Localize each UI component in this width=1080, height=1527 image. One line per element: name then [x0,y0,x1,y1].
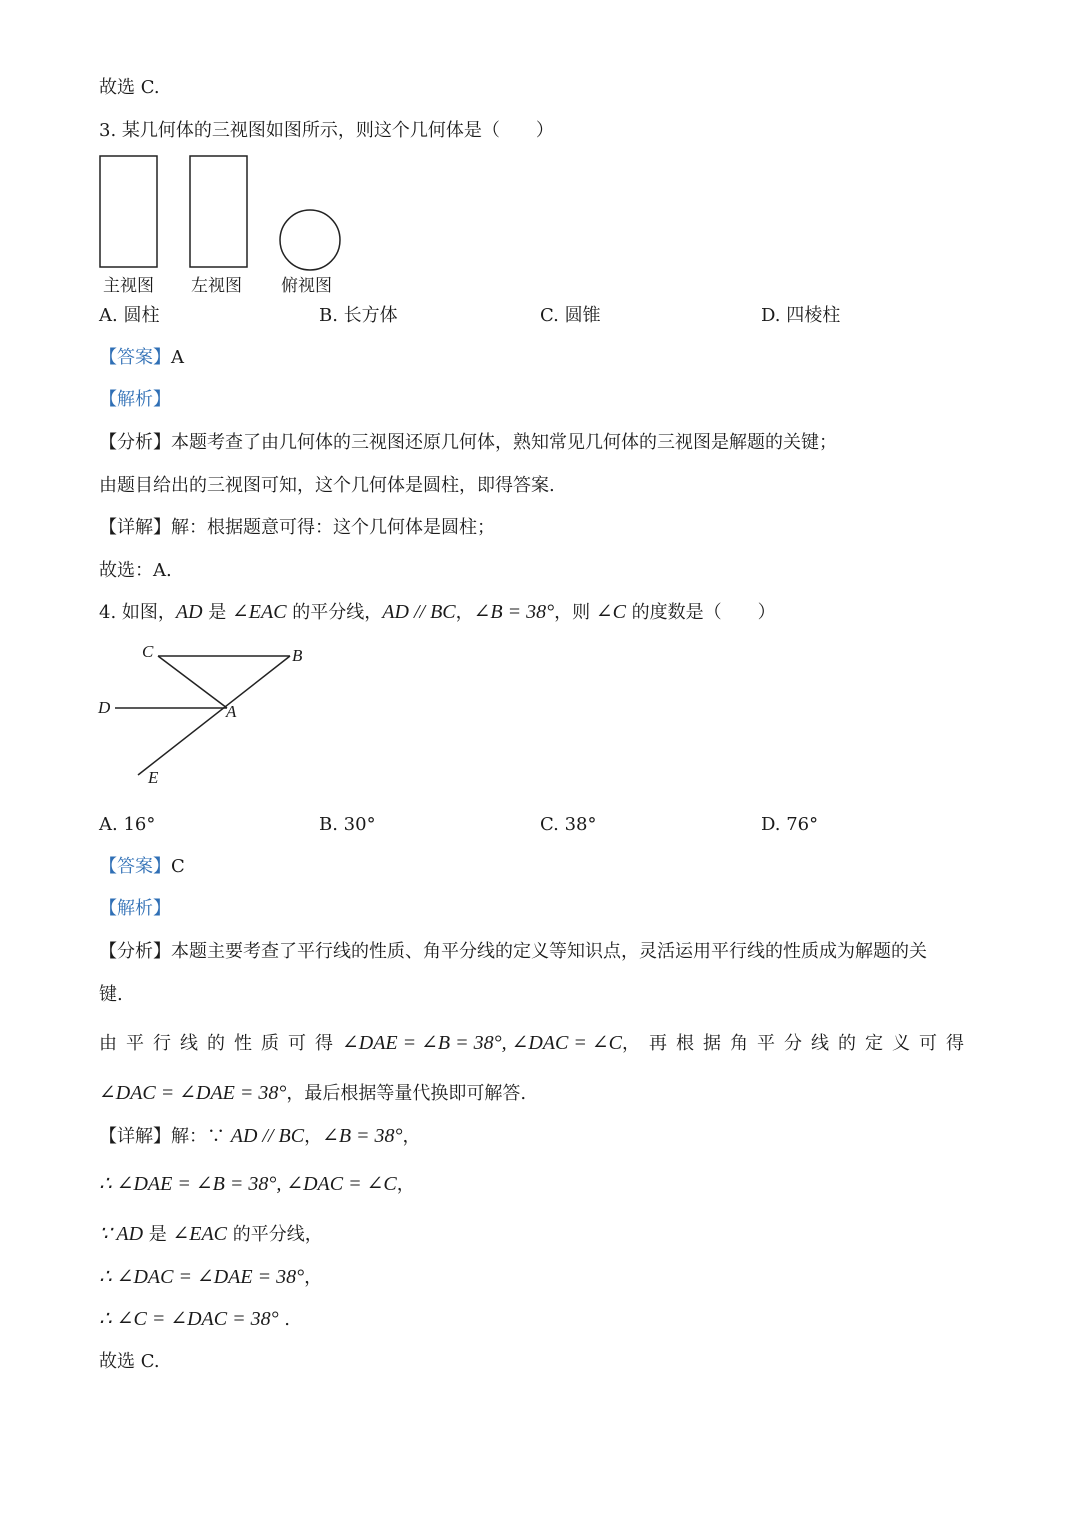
q4-step-2 [99,1172,415,1197]
reason-2-text: ，最后根据等量代换即可解答. [286,1083,527,1104]
step4-tail: ， [304,1267,323,1288]
q4-stem-text-1: 是 [202,602,233,623]
q4-step-4 [99,1265,322,1290]
q4-option-b: B. 30° [319,814,376,835]
q4-stem-text-3: ， [455,602,474,623]
step4-math: ∴ ∠DAC = ∠DAE = 38° [99,1266,305,1288]
q4-stem-math-4: ∠B = 38° [473,601,555,623]
step1-prefix: 解：∵ [171,1126,231,1147]
q4-option-d: D. 76° [761,814,819,835]
q4-geometry-figure [115,656,290,775]
reason-1-text: 由平行线的性质可得 [99,1033,342,1054]
previous-conclusion: 故选 C. [99,77,160,98]
fenxi-text: 本题考查了由几何体的三视图还原几何体，熟知常见几何体的三视图是解题的关键； [171,432,837,453]
q4-stem-math-3: AD // BC [382,601,456,623]
step3-math-2: ∠EAC [172,1223,228,1245]
answer-tag: 【答案】 [99,856,171,877]
step3-text-1: 是 [143,1224,173,1245]
answer-tag: 【答案】 [99,347,171,368]
answer-value: C [171,856,185,877]
step1-math-2: ∠B = 38° [322,1125,403,1147]
q4-step-1 [99,1124,421,1149]
q4-reason-1 [99,1031,973,1056]
segment-CA [158,656,227,708]
reason-1-tail: ，再根据角平分线的定义可得 [621,1033,973,1054]
point-label-C: C [142,642,154,661]
xiangjie-tag: 【详解】 [99,1126,171,1147]
q3-option-c: C. 圆锥 [540,305,601,326]
q4-stem-math-1: AD [175,601,203,623]
q4-answer [99,855,185,879]
side-view-label: 左视图 [191,276,242,296]
reason-1-math: ∠DAE = ∠B = 38°, ∠DAC = ∠C [342,1032,622,1054]
point-label-E: E [148,768,159,787]
step1-text-1: ， [304,1126,323,1147]
line-BE [138,656,290,775]
answer-value: A [171,347,184,368]
q4-jiexi-tag: 【解析】 [99,898,171,919]
q3-option-a: A. 圆柱 [99,305,160,326]
top-view-label: 俯视图 [281,276,332,296]
point-label-B: B [292,646,303,665]
q4-fenxi-2: 键. [99,984,123,1005]
fenxi-tag: 【分析】 [99,432,171,453]
q4-stem-math-5: ∠C [595,601,626,623]
q4-reason-2 [99,1081,526,1106]
step5-math: ∴ ∠C = ∠DAC = 38° [99,1308,279,1330]
q3-xiangjie [99,516,495,540]
step2-math: ∴ ∠DAE = ∠B = 38°, ∠DAC = ∠C [99,1173,397,1195]
side-view-rect [190,156,247,267]
q3-conclusion: 故选：A. [99,560,172,581]
xiangjie-text: 解：根据题意可得：这个几何体是圆柱； [171,517,495,538]
q4-stem [99,600,776,625]
step1-math-1: AD // BC [230,1125,305,1147]
q3-fenxi-2: 由题目给出的三视图可知，这个几何体是圆柱，即得答案. [99,475,555,496]
top-view-circle [280,210,340,270]
q3-jiexi-tag: 【解析】 [99,389,171,410]
reason-2-math: ∠DAC = ∠DAE = 38° [99,1082,287,1104]
q4-step-5 [99,1307,290,1332]
q3-stem: 3. 某几何体的三视图如图所示，则这个几何体是（ ） [99,120,554,141]
q3-option-b: B. 长方体 [319,305,398,326]
front-view-label: 主视图 [103,276,154,296]
q3-answer [99,346,184,370]
q4-stem-text-2: 的平分线， [286,602,383,623]
q3-fenxi-1 [99,431,837,455]
front-view-rect [100,156,157,267]
q4-stem-math-2: ∠EAC [232,601,287,623]
fenxi-text: 本题主要考查了平行线的性质、角平分线的定义等知识点，灵活运用平行线的性质成为解题的关 [171,941,927,962]
step5-tail: . [278,1309,291,1330]
point-label-A: A [226,702,237,721]
point-label-D: D [98,698,111,717]
q4-stem-text-5: 的度数是（ ） [625,602,776,623]
q4-stem-prefix: 4. 如图， [99,602,176,623]
xiangjie-tag: 【详解】 [99,517,171,538]
q4-option-c: C. 38° [540,814,597,835]
step2-tail: ， [396,1174,415,1195]
q4-fenxi-1 [99,940,927,964]
q4-option-a: A. 16° [99,814,156,835]
fenxi-tag: 【分析】 [99,941,171,962]
q3-option-d: D. 四棱柱 [761,305,841,326]
step3-math-1: ∵ AD [99,1223,144,1245]
step3-text-2: 的平分线， [227,1224,323,1245]
q4-step-3 [99,1222,323,1247]
step1-text-2: ， [402,1126,421,1147]
q4-stem-text-4: ，则 [554,602,596,623]
q4-conclusion: 故选 C. [99,1351,160,1372]
